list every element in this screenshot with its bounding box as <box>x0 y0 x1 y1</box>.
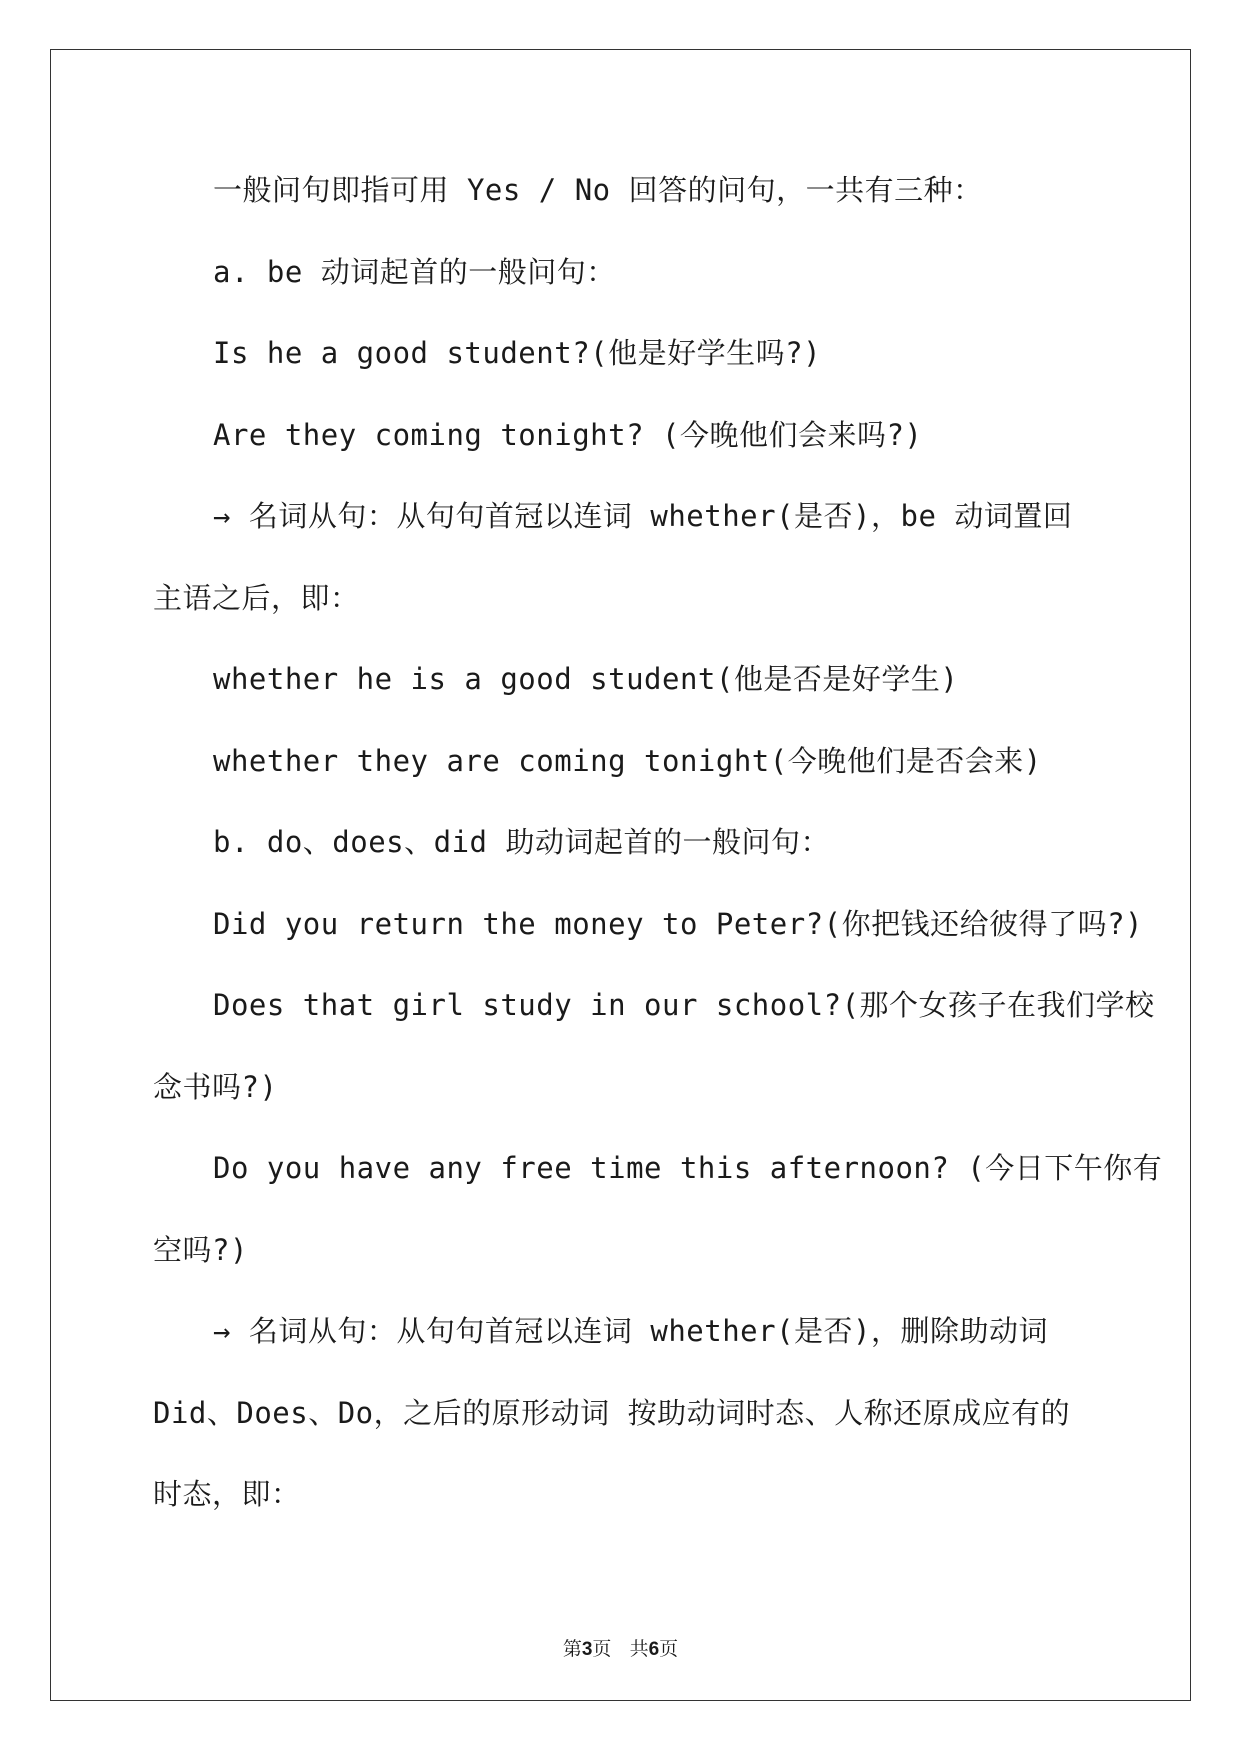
paragraph-line: Is he a good student?(他是好学生吗?) <box>213 336 822 370</box>
paragraph-line: 主语之后，即： <box>153 580 360 615</box>
paragraph-line: whether he is a good student(他是否是好学生) <box>213 662 959 696</box>
page-suffix: 页 <box>592 1638 612 1660</box>
total-pages: 6 <box>648 1639 660 1660</box>
page-number: 3 <box>581 1639 593 1660</box>
paragraph-line: 一般问句即指可用 Yes / No 回答的问句，一共有三种： <box>213 173 983 207</box>
paragraph-line: 念书吗?) <box>153 1069 278 1104</box>
total-suffix: 页 <box>659 1638 679 1660</box>
paragraph-line: a. be 动词起首的一般问句： <box>213 254 616 289</box>
paragraph-line: Do you have any free time this afternoon? (今日下午你有 <box>213 1151 1163 1185</box>
paragraph-line: Did、Does、Do，之后的原形动词 按助动词时态、人称还原成应有的 <box>153 1395 1071 1430</box>
document-body <box>153 150 1163 1536</box>
paragraph-line: → 名词从句：从句句首冠以连词 whether(是否)，删除助动词 <box>213 1314 1049 1348</box>
paragraph-line: whether they are coming tonight(今晚他们是否会来) <box>213 743 1042 778</box>
paragraph-line: Are they coming tonight? (今晚他们会来吗?) <box>213 417 923 452</box>
page-prefix: 第 <box>562 1638 582 1660</box>
paragraph-line: → 名词从句：从句句首冠以连词 whether(是否)，be 动词置回 <box>213 499 1073 533</box>
paragraph-line: 空吗?) <box>153 1232 248 1267</box>
paragraph-line: b. do、does、did 助动词起首的一般问句： <box>213 825 830 859</box>
paragraph-line: Did you return the money to Peter?(你把钱还给彼得了吗?) <box>213 906 1144 941</box>
paragraph-line: 时态，即： <box>153 1477 301 1511</box>
paragraph-line: Does that girl study in our school?(那个女孩子在我们学校 <box>213 988 1155 1022</box>
total-prefix: 共 <box>629 1638 649 1660</box>
page-footer <box>0 1634 1241 1661</box>
